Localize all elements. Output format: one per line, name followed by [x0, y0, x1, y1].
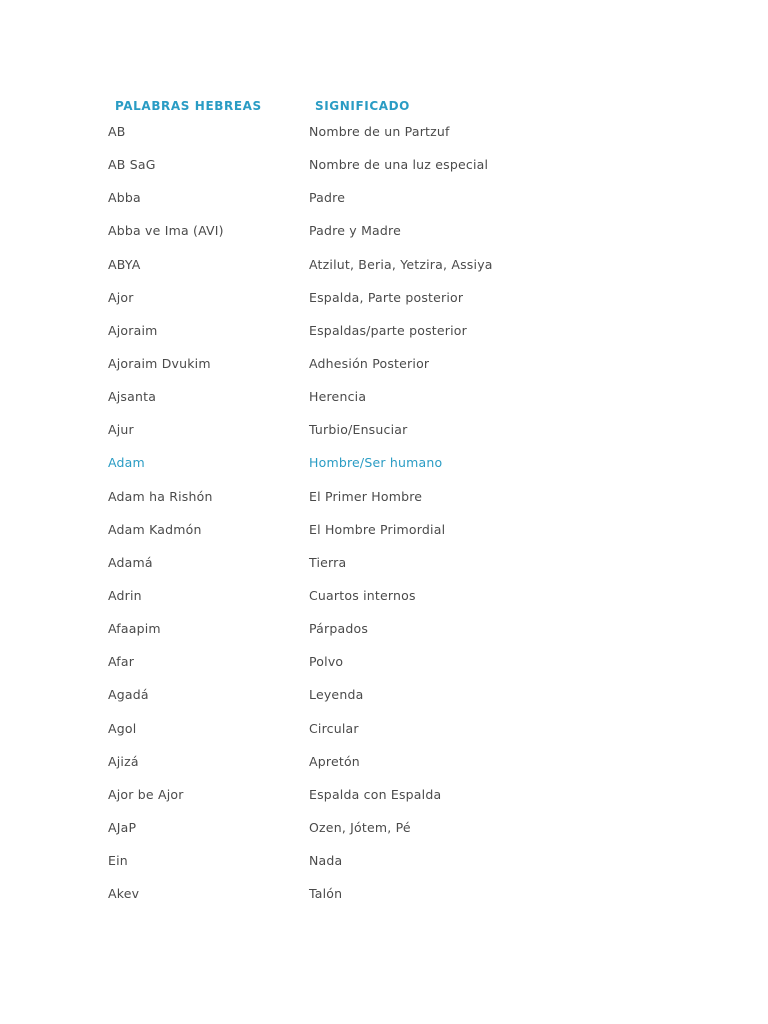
term-meaning: Hombre/Ser humano: [309, 455, 443, 471]
term-meaning: Polvo: [309, 654, 344, 670]
term-meaning: El Hombre Primordial: [309, 521, 446, 537]
table-row: [0, 320, 768, 353]
term-meaning: Cuartos internos: [309, 587, 416, 603]
term-meaning: Espalda con Espalda: [309, 786, 442, 802]
term-meaning: Espaldas/parte posterior: [309, 322, 467, 338]
hebrew-term: AJaP: [108, 819, 137, 835]
term-meaning: Talón: [309, 886, 343, 902]
term-meaning: Padre: [309, 190, 346, 206]
table-row: [0, 220, 768, 253]
hebrew-term: Adam Kadmón: [108, 521, 202, 537]
hebrew-term: Ein: [108, 853, 128, 869]
table-row: [0, 121, 768, 154]
term-meaning: Apretón: [309, 753, 360, 769]
hebrew-term: ABYA: [108, 256, 141, 272]
term-meaning: Leyenda: [309, 687, 364, 703]
hebrew-term: Afaapim: [108, 621, 161, 637]
table-row: [0, 817, 768, 850]
term-meaning: Tierra: [309, 554, 347, 570]
table-row: [0, 850, 768, 883]
table-row: [0, 883, 768, 916]
hebrew-term: Ajoraim: [108, 322, 158, 338]
term-meaning: Turbio/Ensuciar: [309, 422, 408, 438]
header-hebrew-words: PALABRAS HEBREAS: [115, 99, 262, 113]
hebrew-term: Adamá: [108, 554, 153, 570]
term-meaning: Circular: [309, 720, 359, 736]
table-row: [0, 386, 768, 419]
term-meaning: Ozen, Jótem, Pé: [309, 819, 411, 835]
table-row: [0, 684, 768, 717]
table-row: [0, 585, 768, 618]
term-meaning: Nombre de una luz especial: [309, 157, 489, 173]
table-row: [0, 718, 768, 751]
hebrew-term: Adam: [108, 455, 145, 471]
term-meaning: Atzilut, Beria, Yetzira, Assiya: [309, 256, 493, 272]
table-row: [0, 452, 768, 485]
table-row: [0, 552, 768, 585]
hebrew-term: Agadá: [108, 687, 149, 703]
table-row: [0, 287, 768, 320]
term-meaning: El Primer Hombre: [309, 488, 423, 504]
table-row: [0, 187, 768, 220]
table-row: [0, 618, 768, 651]
hebrew-term: Ajsanta: [108, 389, 157, 405]
hebrew-term: Ajor: [108, 289, 134, 305]
term-meaning: Espalda, Parte posterior: [309, 289, 464, 305]
term-meaning: Nada: [309, 853, 343, 869]
table-row: [0, 419, 768, 452]
hebrew-term: Ajizá: [108, 753, 139, 769]
hebrew-term: Adam ha Rishón: [108, 488, 213, 504]
term-meaning: Herencia: [309, 389, 367, 405]
hebrew-term: Adrin: [108, 587, 142, 603]
glossary-table: [0, 121, 768, 916]
header-meaning: SIGNIFICADO: [315, 99, 410, 113]
hebrew-term: Ajor be Ajor: [108, 786, 184, 802]
hebrew-term: Akev: [108, 886, 140, 902]
table-row: [0, 154, 768, 187]
hebrew-term: AB: [108, 124, 126, 139]
table-row: [0, 486, 768, 519]
table-row: [0, 751, 768, 784]
hebrew-term: Abba: [108, 190, 141, 206]
hebrew-term: AB SaG: [108, 157, 156, 173]
table-row: [0, 353, 768, 386]
table-row: [0, 254, 768, 287]
term-meaning: Nombre de un Partzuf: [309, 124, 450, 139]
hebrew-term: Afar: [108, 654, 135, 670]
table-row: [0, 651, 768, 684]
table-header: [0, 99, 768, 117]
hebrew-term: Abba ve Ima (AVI): [108, 223, 224, 239]
term-meaning: Adhesión Posterior: [309, 355, 430, 371]
hebrew-term: Ajur: [108, 422, 134, 438]
term-meaning: Párpados: [309, 621, 369, 637]
table-row: [0, 784, 768, 817]
table-row: [0, 519, 768, 552]
term-meaning: Padre y Madre: [309, 223, 402, 239]
hebrew-term: Ajoraim Dvukim: [108, 355, 211, 371]
hebrew-term: Agol: [108, 720, 137, 736]
